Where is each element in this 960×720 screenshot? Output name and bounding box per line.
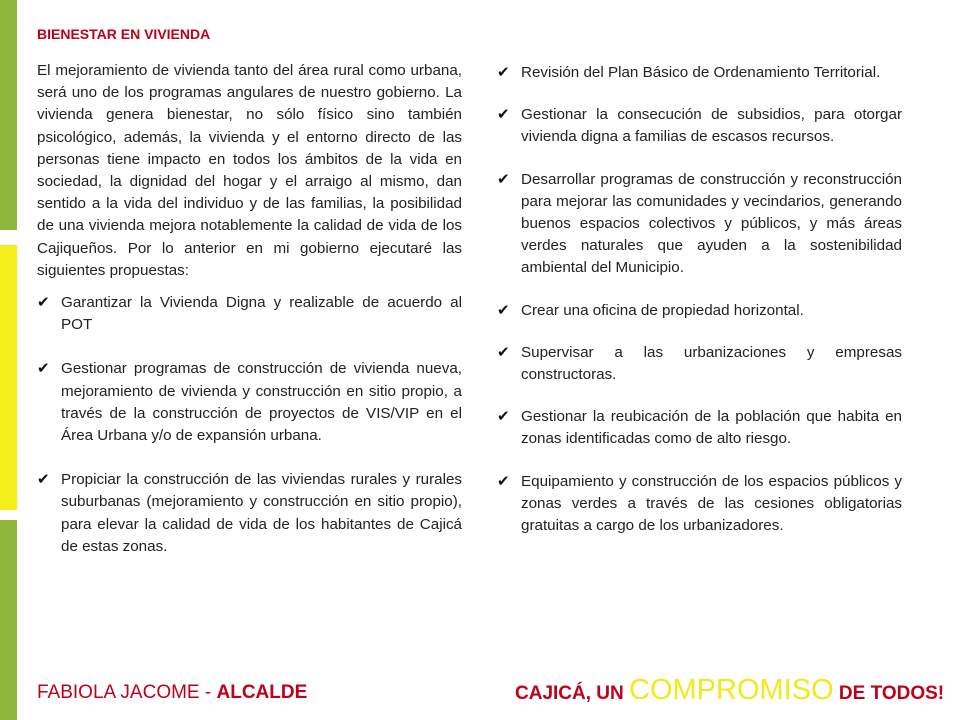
list-item-text: Gestionar programas de construcción de vivienda nueva, mejoramiento de vivienda y construcción en sitio propio, a través de la construcción de proyectos de VIS/VIP en el Área Urbana y/o de expansión urbana. bbox=[61, 360, 462, 445]
check-icon: ✔ bbox=[497, 343, 510, 361]
list-item bbox=[497, 62, 902, 84]
slogan-highlight: COMPROMISO bbox=[629, 674, 834, 706]
check-icon: ✔ bbox=[497, 170, 510, 188]
slogan-start: CAJICÁ, UN bbox=[515, 683, 630, 704]
decor-bar-green-bottom bbox=[0, 520, 17, 720]
list-item-text: Gestionar la reubicación de la población que habita en zonas identificadas como de alto riesgo. bbox=[521, 408, 902, 448]
list-item-text: Crear una oficina de propiedad horizontal. bbox=[521, 301, 804, 319]
check-icon: ✔ bbox=[37, 294, 50, 312]
list-item-text: Supervisar a las urbanizaciones y empresas constructoras. bbox=[521, 343, 902, 384]
section-heading: BIENESTAR EN VIVIENDA bbox=[37, 26, 211, 42]
list-item bbox=[497, 342, 902, 386]
list-item bbox=[497, 169, 902, 280]
list-item bbox=[497, 471, 902, 538]
list-item bbox=[497, 406, 902, 450]
decor-bar-yellow bbox=[0, 245, 17, 510]
right-proposal-list bbox=[497, 62, 902, 537]
list-item bbox=[37, 292, 462, 336]
footer-candidate bbox=[37, 682, 307, 704]
list-item-text: Propiciar la construcción de las viviendas rurales y rurales suburbanas (mejoramiento y construcción en sitio propio), para elevar la calidad de vida de los habitantes de Cajicá de estas zonas. bbox=[61, 471, 462, 555]
list-item bbox=[497, 104, 902, 148]
check-icon: ✔ bbox=[37, 360, 50, 378]
decor-bar-green-top bbox=[0, 0, 17, 230]
right-column bbox=[497, 62, 902, 557]
list-item bbox=[497, 300, 902, 322]
intro-paragraph: El mejoramiento de vivienda tanto del área rural como urbana, será uno de los programas angulares de nuestro gobierno. La vivienda genera bienestar, no sólo físico sino también psicológico, además, la vivienda y el entorno directo de las personas tiene impacto en todos los ámbitos de la vida en sociedad, la dignidad del hogar y el arraigo al mismo, dan sentido a la vida del individuo y de las familias, la posibilidad de una vivienda mejora notablemente la calidad de vida de los Cajiqueños. Por lo anterior en mi gobierno ejecutaré las siguientes propuestas: bbox=[37, 62, 462, 279]
list-item bbox=[37, 358, 462, 447]
slogan-end: DE TODOS! bbox=[833, 683, 945, 704]
list-item-text: Equipamiento y construcción de los espacios públicos y zonas verdes a través de las cesiones obligatorias gratuitas a cargo de los urbanizadores. bbox=[521, 472, 902, 535]
list-item-text: Garantizar la Vivienda Digna y realizable de acuerdo al POT bbox=[61, 294, 462, 334]
check-icon: ✔ bbox=[37, 471, 50, 489]
list-item-text: Desarrollar programas de construcción y reconstrucción para mejorar las comunidades y vecindarios, generando buenos espacios colectivos y públicos, y más áreas verdes naturales que ayuden a la sostenibilidad ambiental del Municipio. bbox=[521, 170, 902, 277]
list-item-text: Gestionar la consecución de subsidios, para otorgar vivienda digna a familias de escasos recursos. bbox=[521, 106, 902, 146]
candidate-name: FABIOLA JACOME - bbox=[37, 682, 217, 703]
check-icon: ✔ bbox=[497, 64, 510, 81]
candidate-title: ALCALDE bbox=[216, 682, 308, 703]
check-icon: ✔ bbox=[497, 301, 510, 319]
check-icon: ✔ bbox=[497, 106, 510, 124]
left-column bbox=[37, 24, 462, 580]
check-icon: ✔ bbox=[497, 472, 510, 490]
list-item bbox=[37, 469, 462, 558]
footer-slogan bbox=[515, 674, 944, 707]
left-proposal-list bbox=[37, 292, 462, 558]
check-icon: ✔ bbox=[497, 408, 510, 426]
list-item-text: Revisión del Plan Básico de Ordenamiento Territorial. bbox=[521, 64, 881, 81]
